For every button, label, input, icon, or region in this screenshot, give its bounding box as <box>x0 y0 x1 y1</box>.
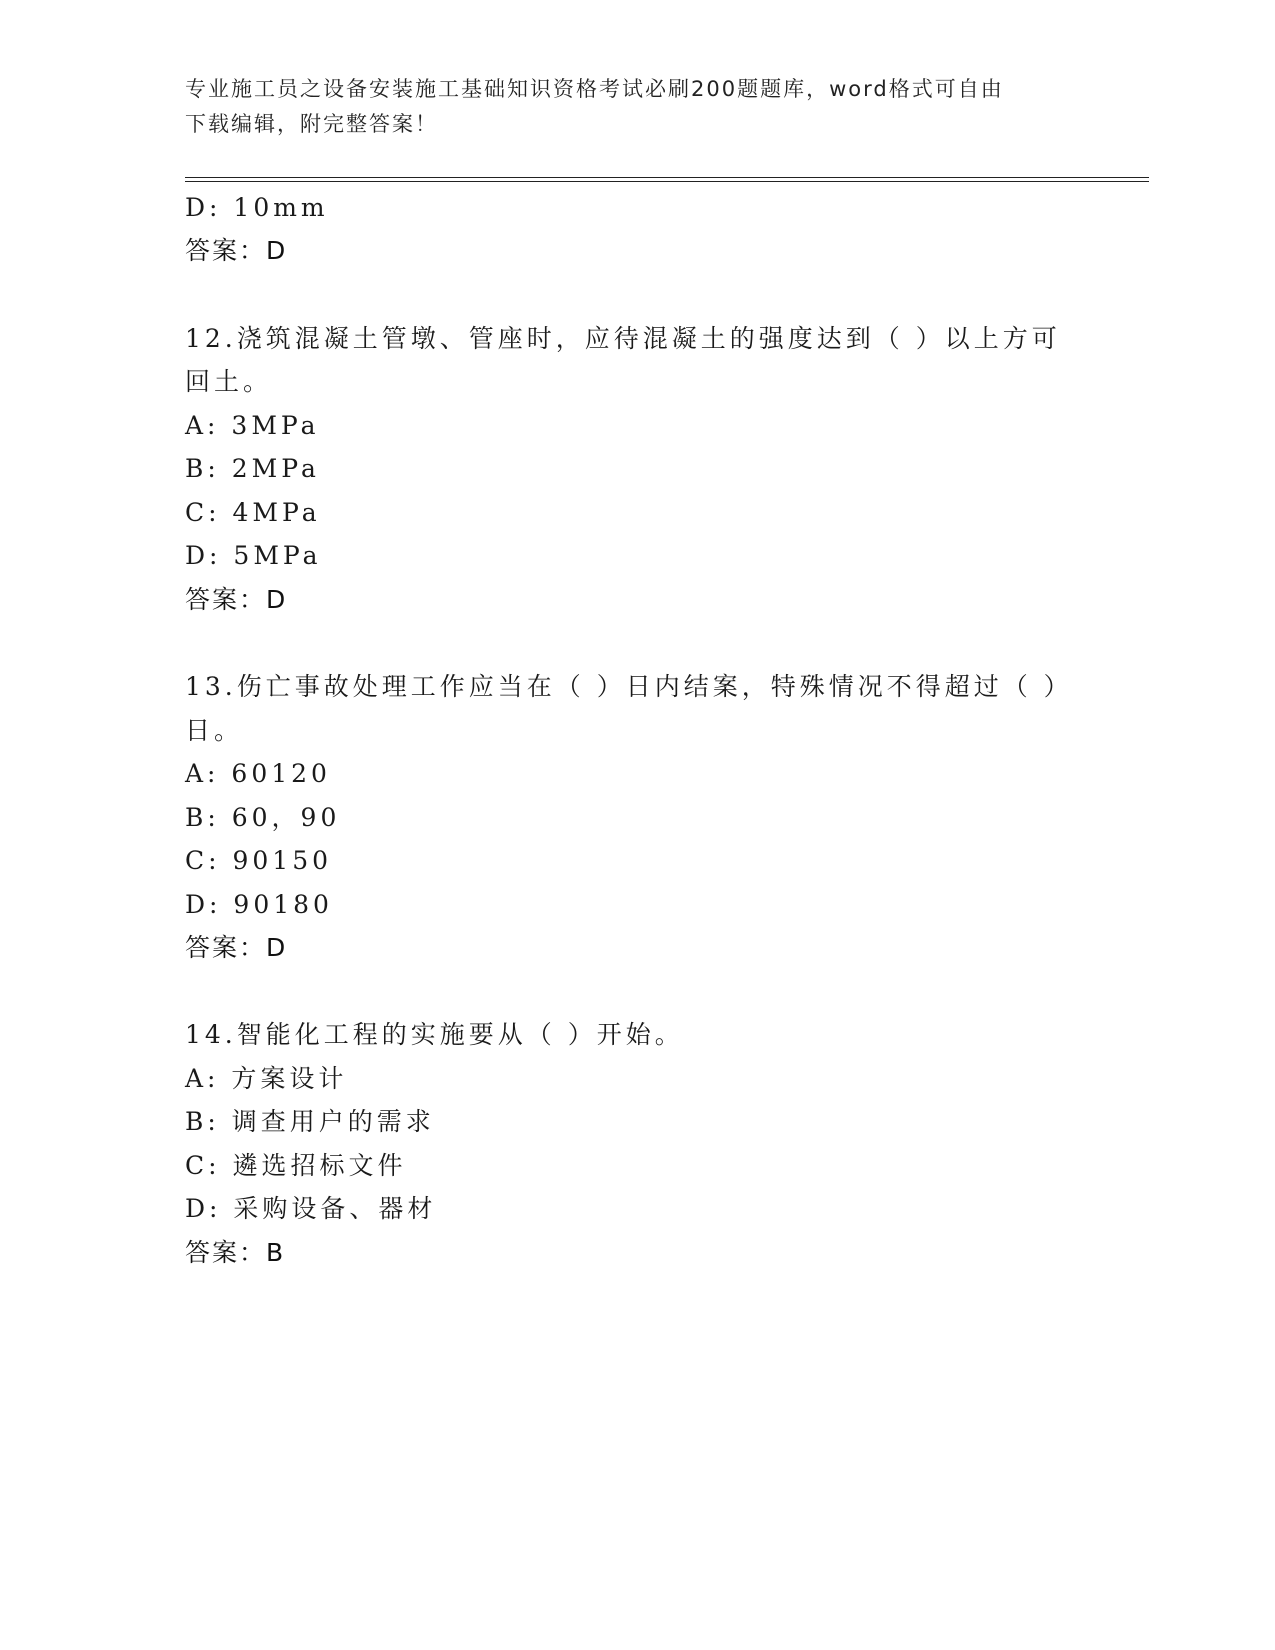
header-line-2: 下载编辑，附完整答案！ <box>185 112 438 136</box>
header-divider-bottom <box>185 181 1149 182</box>
q11-answer: 答案：D <box>185 236 288 265</box>
q11-option-d: D: 10mm <box>185 193 329 222</box>
q13-option-c: C: 90150 <box>185 846 333 875</box>
q12-answer: 答案：D <box>185 585 288 614</box>
q14-option-a: A: 方案设计 <box>185 1064 348 1093</box>
document-header <box>185 72 1065 142</box>
q14-stem-line-1: 14.智能化工程的实施要从（ ）开始。 <box>185 1020 684 1049</box>
q12-option-d: D: 5MPa <box>185 541 322 570</box>
q12-option-a: A: 3MPa <box>185 411 320 440</box>
q14-option-c: C: 遴选招标文件 <box>185 1151 407 1180</box>
q13-answer: 答案：D <box>185 933 288 962</box>
q14-option-d: D: 采购设备、器材 <box>185 1194 437 1223</box>
header-divider-top <box>185 177 1149 178</box>
header-line-1: 专业施工员之设备安装施工基础知识资格考试必刷200题题库，word格式可自由 <box>185 77 1004 101</box>
q14-option-b: B: 调查用户的需求 <box>185 1107 435 1136</box>
q12-stem-line-2: 回土。 <box>185 367 273 396</box>
q12-option-c: C: 4MPa <box>185 498 321 527</box>
q13-stem-line-2: 日。 <box>185 716 244 745</box>
q14-answer: 答案：B <box>185 1238 286 1267</box>
q13-option-b: B: 60，90 <box>185 803 341 832</box>
q12-stem-line-1: 12.浇筑混凝土管墩、管座时，应待混凝土的强度达到（ ）以上方可 <box>185 324 1061 353</box>
q13-option-a: A: 60120 <box>185 759 331 788</box>
q13-stem-line-1: 13.伤亡事故处理工作应当在（ ）日内结案，特殊情况不得超过（ ） <box>185 672 1073 701</box>
q13-option-d: D: 90180 <box>185 890 333 919</box>
q12-option-b: B: 2MPa <box>185 454 320 483</box>
